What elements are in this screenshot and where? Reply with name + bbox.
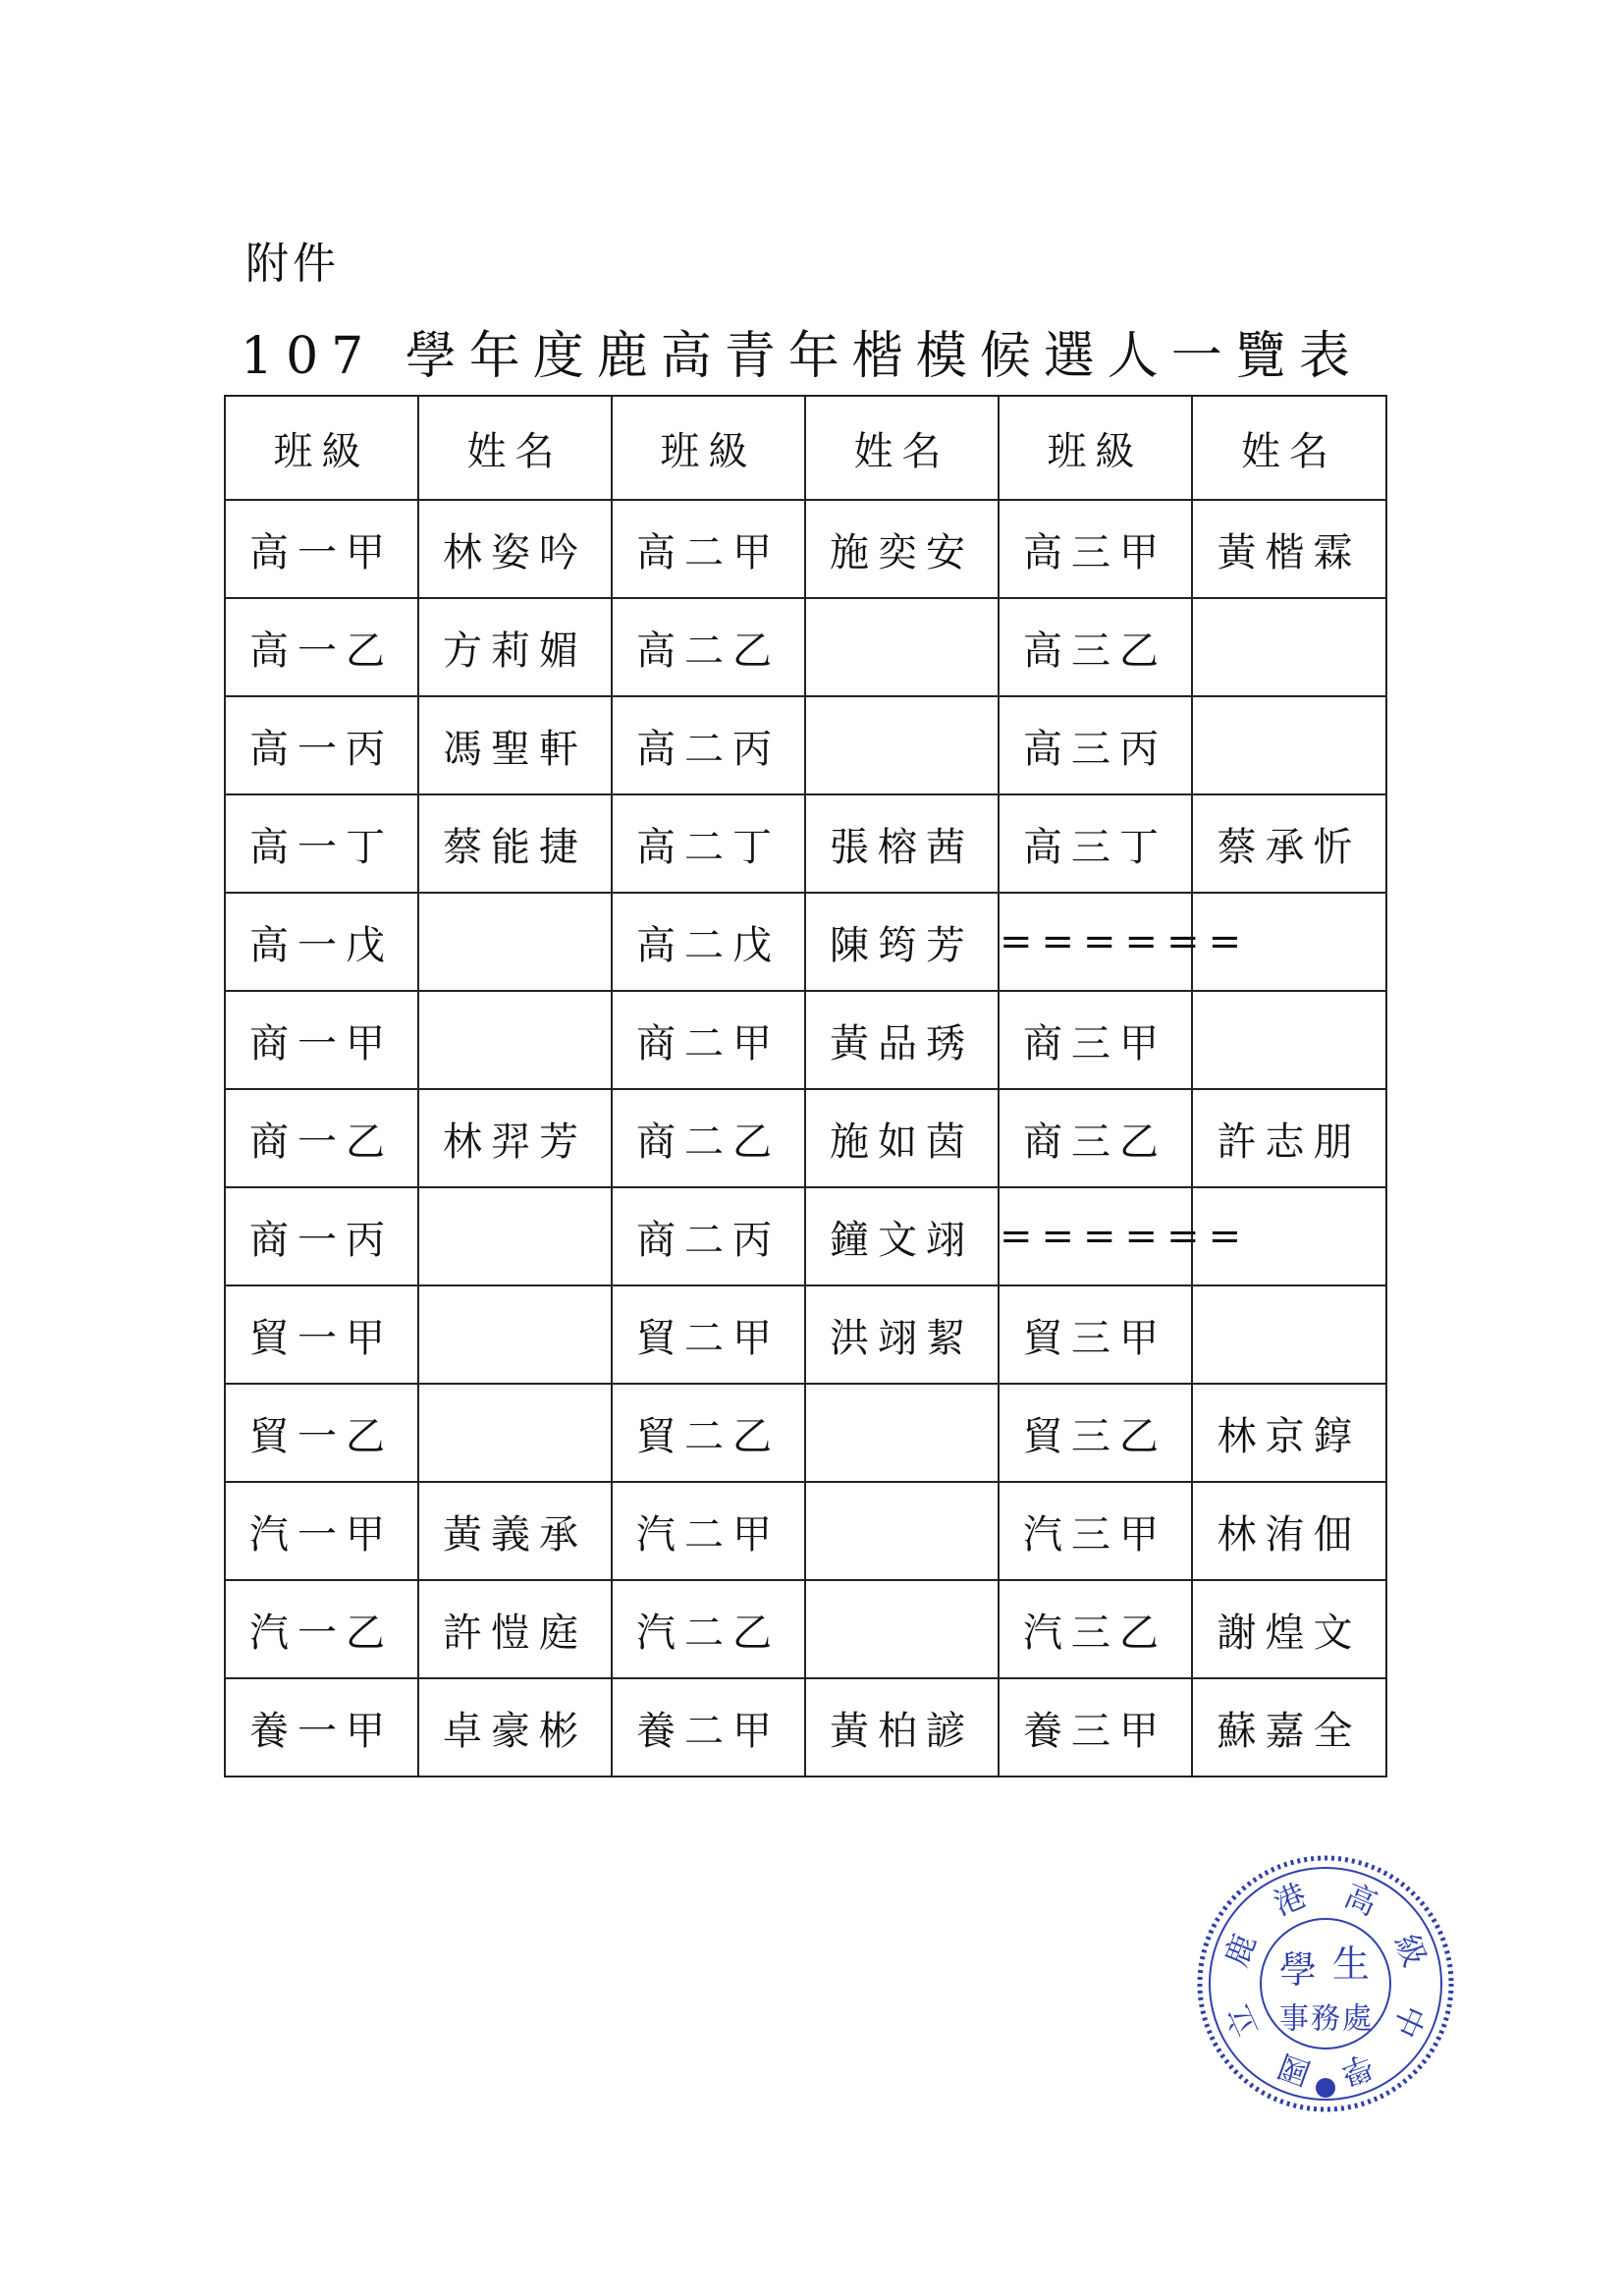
class-cell: 商二甲 [612, 991, 805, 1089]
candidate-table [224, 395, 1387, 1777]
name-cell: 馮聖軒 [418, 696, 612, 794]
class-cell: 高一丁 [225, 794, 418, 893]
name-cell [805, 1482, 999, 1580]
class-cell: 汽一乙 [225, 1580, 418, 1678]
table-row [225, 991, 1386, 1089]
seal-char: 國 [1272, 2047, 1316, 2093]
name-cell: 施奕安 [805, 500, 999, 598]
class-cell: 高二乙 [612, 598, 805, 696]
class-cell: 商三乙 [999, 1089, 1192, 1187]
plum-blossom-icon [1316, 2078, 1335, 2098]
class-cell: ====== [999, 1187, 1192, 1285]
seal-char: 生 [1331, 1942, 1371, 1986]
table-row [225, 1285, 1386, 1384]
class-cell: 養二甲 [612, 1678, 805, 1777]
name-cell [805, 1580, 999, 1678]
table-row [225, 1678, 1386, 1777]
name-cell: 張榕茜 [805, 794, 999, 893]
name-cell: 鐘文翊 [805, 1187, 999, 1285]
seal-char: 港 [1268, 1876, 1313, 1924]
name-cell [1192, 696, 1386, 794]
class-cell: 高二戊 [612, 893, 805, 991]
table-row [225, 893, 1386, 991]
name-cell: 林羿芳 [418, 1089, 612, 1187]
seal-char: 學 [1335, 2047, 1379, 2093]
class-cell: 貿三甲 [999, 1285, 1192, 1384]
class-cell: 高二甲 [612, 500, 805, 598]
table-row [225, 696, 1386, 794]
name-cell [805, 1384, 999, 1482]
name-cell: 黃義承 [418, 1482, 612, 1580]
header-class: 班級 [225, 396, 418, 500]
class-cell: 高三甲 [999, 500, 1192, 598]
class-cell: 商二丙 [612, 1187, 805, 1285]
header-class: 班級 [999, 396, 1192, 500]
name-cell [1192, 598, 1386, 696]
table-header-row [225, 396, 1386, 500]
name-cell: 謝煌文 [1192, 1580, 1386, 1678]
seal-char: 級 [1387, 1929, 1434, 1972]
name-cell: 蔡承忻 [1192, 794, 1386, 893]
class-cell: 商一甲 [225, 991, 418, 1089]
class-cell: 貿一乙 [225, 1384, 418, 1482]
class-cell: 養三甲 [999, 1678, 1192, 1777]
name-cell: 林京錞 [1192, 1384, 1386, 1482]
class-cell: 高二丙 [612, 696, 805, 794]
name-cell [805, 598, 999, 696]
header-name: 姓名 [805, 396, 999, 500]
seal-char: 立 [1218, 1998, 1267, 2044]
name-cell [418, 1384, 612, 1482]
class-cell: 高一戊 [225, 893, 418, 991]
class-cell: ====== [999, 893, 1192, 991]
class-cell: 商一乙 [225, 1089, 418, 1187]
name-cell: 林姿吟 [418, 500, 612, 598]
table-row [225, 1482, 1386, 1580]
seal-char: 事 [1279, 2001, 1309, 2037]
table-row [225, 598, 1386, 696]
class-cell: 養一甲 [225, 1678, 418, 1777]
school-seal [1188, 1846, 1463, 2121]
name-cell: 黃柏諺 [805, 1678, 999, 1777]
name-cell: 方莉媚 [418, 598, 612, 696]
class-cell: 高一乙 [225, 598, 418, 696]
class-cell: 商一丙 [225, 1187, 418, 1285]
header-name: 姓名 [418, 396, 612, 500]
name-cell [418, 893, 612, 991]
table-row [225, 1089, 1386, 1187]
class-cell: 汽二乙 [612, 1580, 805, 1678]
table-row [225, 500, 1386, 598]
table-row [225, 1187, 1386, 1285]
class-cell: 貿一甲 [225, 1285, 418, 1384]
name-cell [1192, 991, 1386, 1089]
page-title: 107 學年度鹿高青年楷模候選人一覽表 [241, 327, 1363, 386]
class-cell: 高二丁 [612, 794, 805, 893]
class-cell: 汽三乙 [999, 1580, 1192, 1678]
class-cell: 高一丙 [225, 696, 418, 794]
attachment-label: 附件 [245, 239, 340, 289]
class-cell: 汽一甲 [225, 1482, 418, 1580]
seal-char: 鹿 [1217, 1929, 1264, 1972]
name-cell [418, 1285, 612, 1384]
class-cell: 貿三乙 [999, 1384, 1192, 1482]
seal-char: 高 [1338, 1876, 1383, 1924]
name-cell: 黃品琇 [805, 991, 999, 1089]
class-cell: 汽二甲 [612, 1482, 805, 1580]
seal-char: 務 [1311, 2001, 1340, 2037]
table-row [225, 794, 1386, 893]
name-cell: 許志朋 [1192, 1089, 1386, 1187]
name-cell: 蔡能捷 [418, 794, 612, 893]
header-class: 班級 [612, 396, 805, 500]
name-cell [1192, 1285, 1386, 1384]
class-cell: 商三甲 [999, 991, 1192, 1089]
name-cell: 陳筠芳 [805, 893, 999, 991]
seal-char: 學 [1278, 1948, 1318, 1992]
class-cell: 高三丁 [999, 794, 1192, 893]
name-cell: 施如茵 [805, 1089, 999, 1187]
class-cell: 貿二乙 [612, 1384, 805, 1482]
class-cell: 汽三甲 [999, 1482, 1192, 1580]
name-cell: 林洧佃 [1192, 1482, 1386, 1580]
name-cell: 洪翊絜 [805, 1285, 999, 1384]
name-cell: 黃楷霖 [1192, 500, 1386, 598]
table-row [225, 1384, 1386, 1482]
name-cell: 許愷庭 [418, 1580, 612, 1678]
name-cell [418, 991, 612, 1089]
class-cell: 高三乙 [999, 598, 1192, 696]
class-cell: 貿二甲 [612, 1285, 805, 1384]
class-cell: 高一甲 [225, 500, 418, 598]
name-cell: 卓豪彬 [418, 1678, 612, 1777]
seal-char: 處 [1342, 2001, 1372, 2037]
header-name: 姓名 [1192, 396, 1386, 500]
class-cell: 商二乙 [612, 1089, 805, 1187]
name-cell [418, 1187, 612, 1285]
class-cell: 高三丙 [999, 696, 1192, 794]
name-cell [805, 696, 999, 794]
name-cell: 蘇嘉全 [1192, 1678, 1386, 1777]
table-row [225, 1580, 1386, 1678]
seal-char: 中 [1384, 1998, 1433, 2044]
